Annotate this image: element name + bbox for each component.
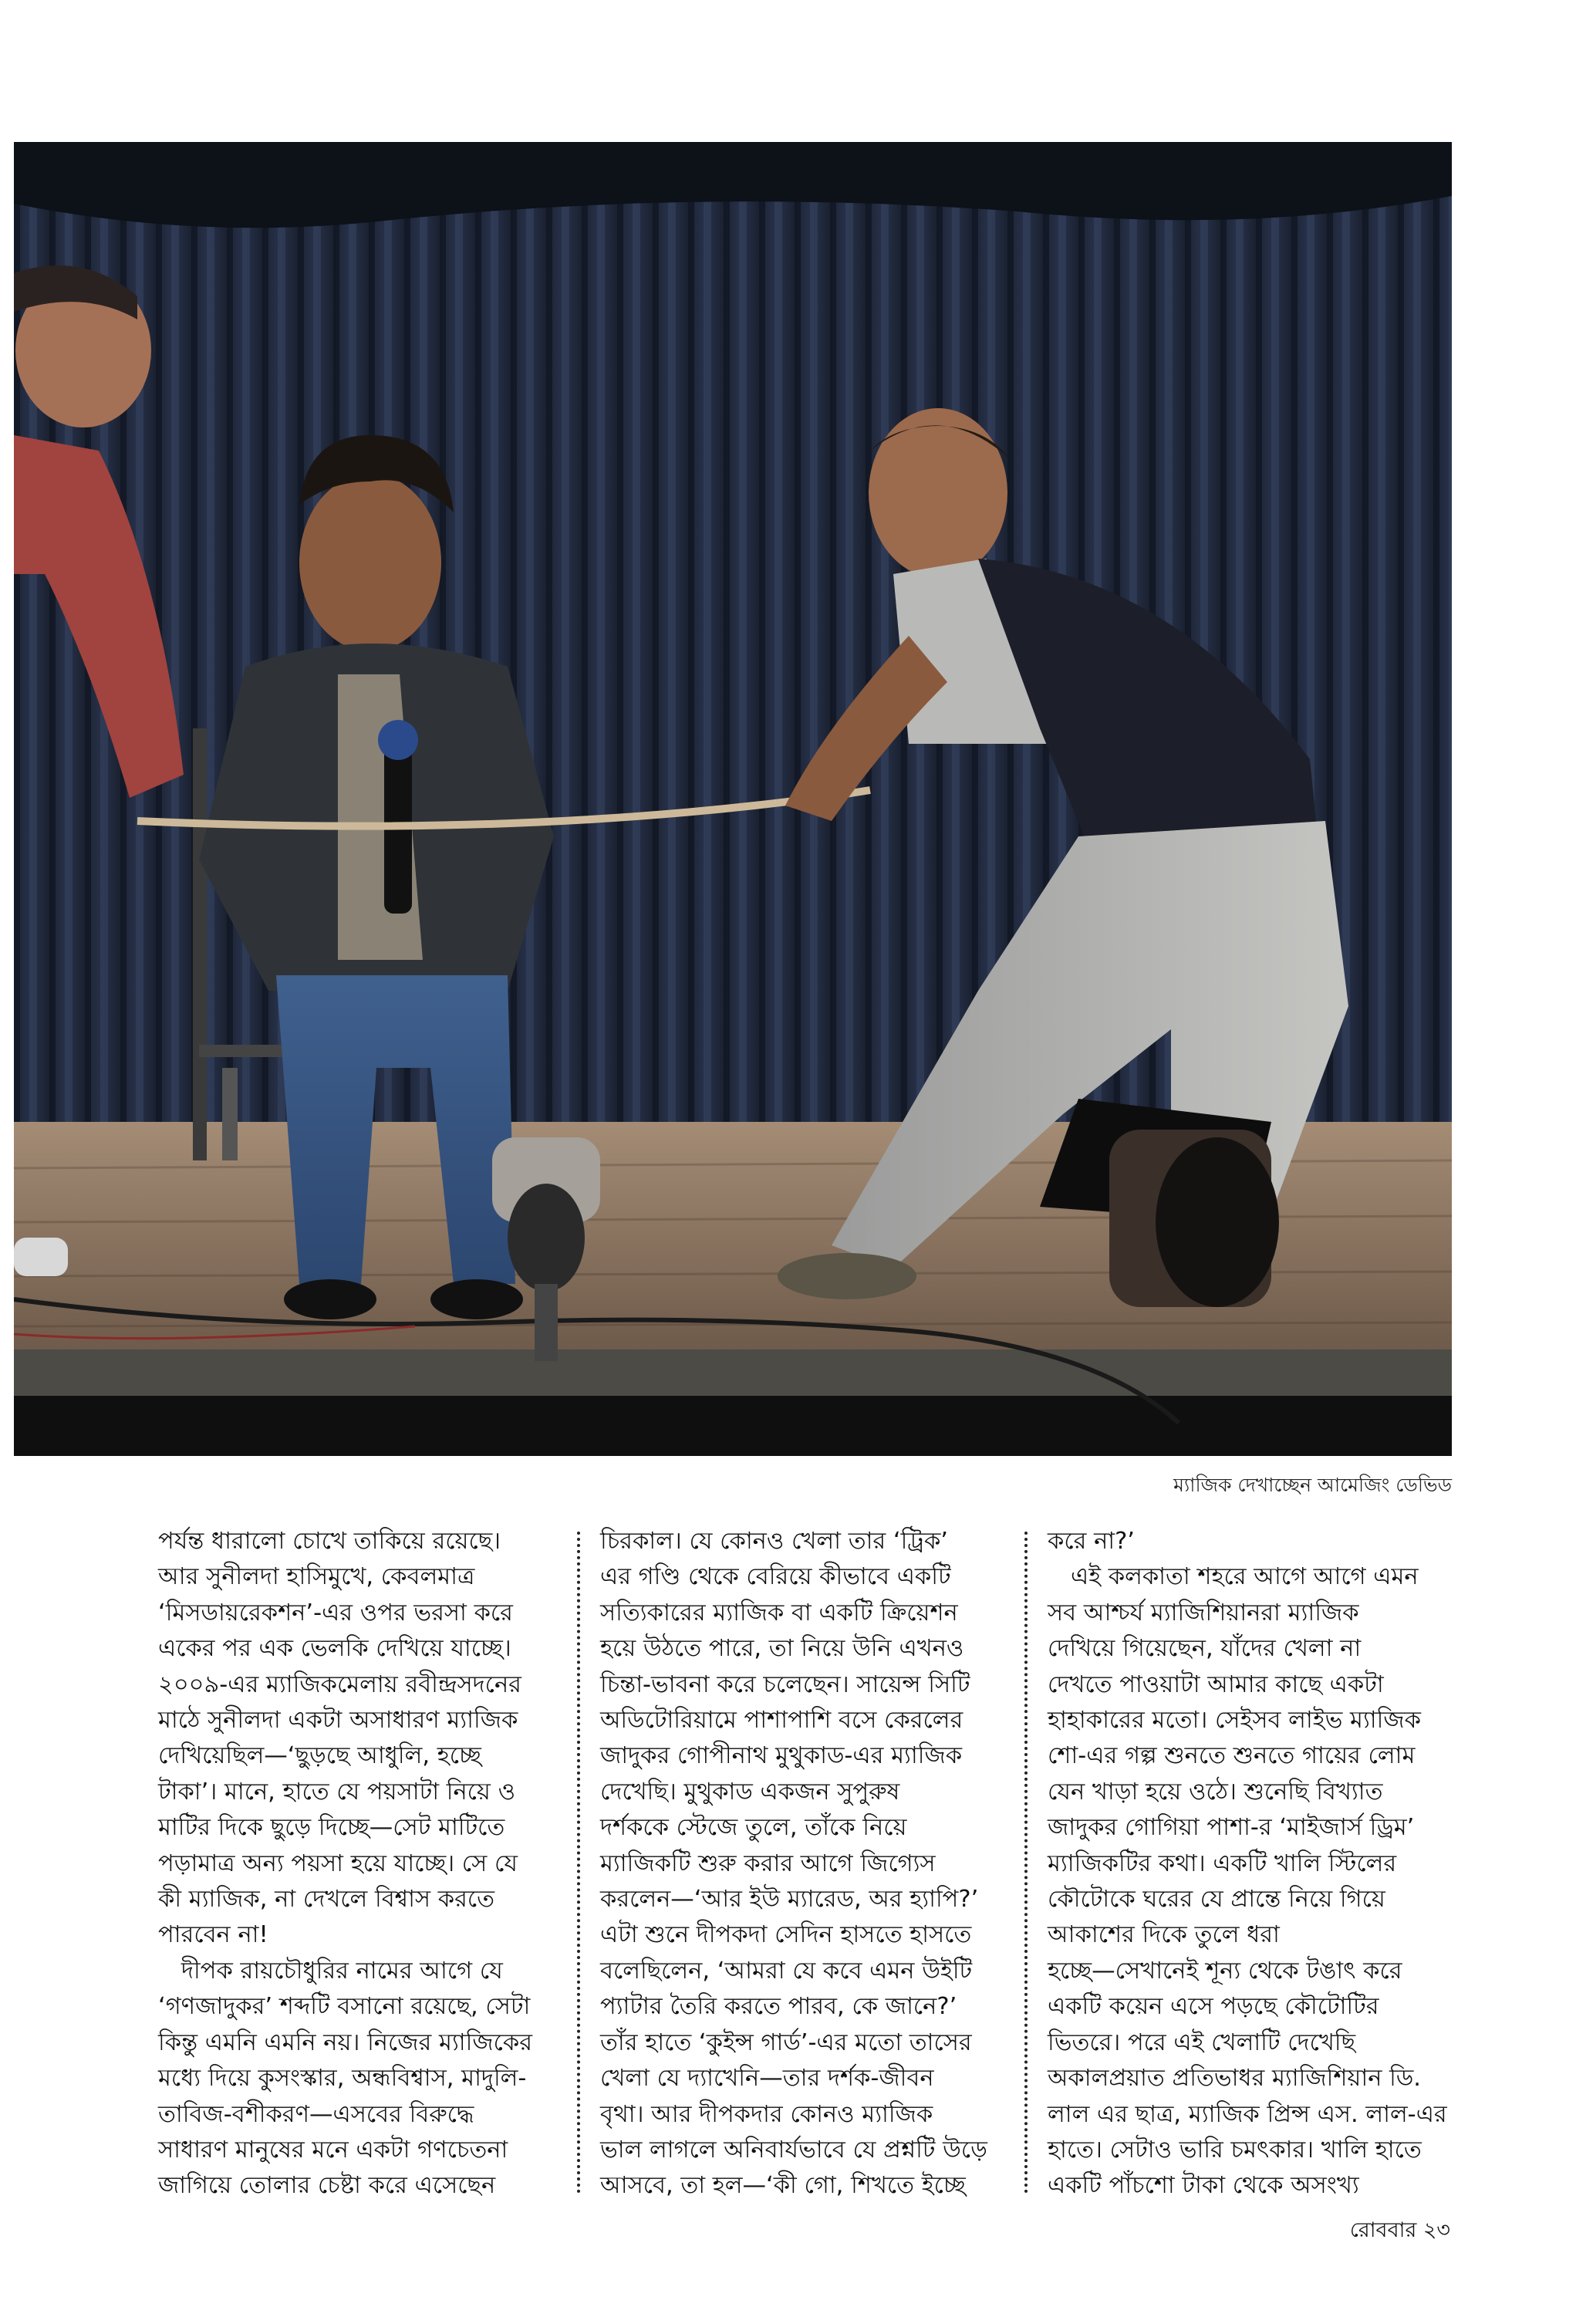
text-line: এর গণ্ডি থেকে বেরিয়ে কীভাবে একটি xyxy=(600,1563,951,1591)
text-line: হচ্ছে—সেখানেই শূন্য থেকে টঙাৎ করে xyxy=(1048,1957,1402,1985)
text-line: তাবিজ-বশীকরণ—এসবের বিরুদ্ধে xyxy=(158,2100,474,2128)
text-line: জাগিয়ে তোলার চেষ্টা করে এসেছেন xyxy=(158,2172,496,2200)
text-line: পারবেন না! xyxy=(158,1921,268,1949)
text-line: মাঠে সুনীলদা একটা অসাধারণ ম্যাজিক xyxy=(158,1707,518,1735)
text-line: বলেছিলেন, ‘আমরা যে কবে এমন উইটি xyxy=(600,1957,973,1985)
text-line: হাহাকারের মতো। সেইসব লাইভ ম্যাজিক xyxy=(1048,1707,1421,1735)
text-line: ২০০৯-এর ম্যাজিকমেলায় রবীন্দ্রসদনের xyxy=(158,1670,521,1698)
text-line: চিরকাল। যে কোনও খেলা তার ‘ট্রিক’ xyxy=(600,1528,948,1555)
text-line: ‘গণজাদুকর’ শব্দটি বসানো রয়েছে, সেটা xyxy=(158,1993,531,2021)
text-line: ভাল লাগলে অনিবার্যভাবে যে প্রশ্নটি উড়ে xyxy=(600,2136,987,2164)
stage-photo xyxy=(14,142,1452,1456)
text-line: কী ম্যাজিক, না দেখলে বিশ্বাস করতে xyxy=(158,1886,495,1914)
text-line: ম্যাজিকটির কথা। একটি খালি স্টিলের xyxy=(1048,1849,1397,1877)
text-line: সাধারণ মানুষের মনে একটা গণচেতনা xyxy=(158,2136,508,2164)
text-line: মধ্যে দিয়ে কুসংস্কার, অন্ধবিশ্বাস, মাদুলি- xyxy=(158,2065,527,2093)
text-line: ‘মিসডায়রেকশন’-এর ওপর ভরসা করে xyxy=(158,1599,513,1626)
text-line: চিন্তা-ভাবনা করে চলেছেন। সায়েন্স সিটি xyxy=(600,1670,970,1698)
text-line: দেখতে পাওয়াটা আমার কাছে একটা xyxy=(1048,1670,1384,1698)
text-line: লাল এর ছাত্র, ম্যাজিক প্রিন্স এস. লাল-এর xyxy=(1048,2100,1447,2128)
text-line: বৃথা। আর দীপকদার কোনও ম্যাজিক xyxy=(600,2100,933,2128)
text-line: কিন্তু এমনি এমনি নয়। নিজের ম্যাজিকের xyxy=(158,2028,533,2056)
text-line: এটা শুনে দীপকদা সেদিন হাসতে হাসতে xyxy=(600,1921,972,1949)
text-line: এই কলকাতা শহরে আগে আগে এমন xyxy=(1071,1563,1419,1591)
text-line: অডিটোরিয়ামে পাশাপাশি বসে কেরলের xyxy=(600,1707,963,1735)
text-line: ম্যাজিকটি শুরু করার আগে জিগ্যেস xyxy=(600,1849,936,1877)
text-line: দেখিয়েছিল—‘ছুড়ছে আধুলি, হচ্ছে xyxy=(158,1742,481,1770)
text-line: সত্যিকারের ম্যাজিক বা একটি ক্রিয়েশন xyxy=(600,1599,958,1626)
article-column-3 xyxy=(1048,1524,1449,2204)
text-line: তাঁর হাতে ‘কুইন্স গার্ড’-এর মতো তাসের xyxy=(600,2028,972,2056)
text-line: আর সুনীলদা হাসিমুখে, কেবলমাত্র xyxy=(158,1563,475,1591)
column-divider xyxy=(577,1532,580,2194)
text-line: শো-এর গল্প শুনতে শুনতে গায়ের লোম xyxy=(1048,1742,1416,1770)
text-line: একটি কয়েন এসে পড়ছে কৌটোটির xyxy=(1048,1993,1379,2021)
text-line: খেলা যে দ্যাখেনি—তার দর্শক-জীবন xyxy=(600,2065,934,2093)
text-line: দীপক রায়চৌধুরির নামের আগে যে xyxy=(181,1957,503,1985)
text-line: সব আশ্চর্য ম্যাজিশিয়ানরা ম্যাজিক xyxy=(1048,1599,1359,1626)
column-divider xyxy=(1024,1532,1028,2194)
text-line: যেন খাড়া হয়ে ওঠে। শুনেছি বিখ্যাত xyxy=(1048,1778,1383,1805)
text-line: অকালপ্রয়াত প্রতিভাধর ম্যাজিশিয়ান ডি. xyxy=(1048,2065,1421,2093)
text-line: টাকা’। মানে, হাতে যে পয়সাটা নিয়ে ও xyxy=(158,1778,516,1805)
text-line: জাদুকর গোগিয়া পাশা-র ‘মাইজার্স ড্রিম’ xyxy=(1048,1814,1415,1842)
text-line: হাতে। সেটাও ভারি চমৎকার। খালি হাতে xyxy=(1048,2136,1422,2164)
article-column-1 xyxy=(158,1524,559,2204)
text-line: করলেন—‘আর ইউ ম্যারেড, অর হ্যাপি?’ xyxy=(600,1886,979,1914)
text-line: জাদুকর গোপীনাথ মুথুকাড-এর ম্যাজিক xyxy=(600,1742,963,1770)
text-line: দেখিয়ে গিয়েছেন, যাঁদের খেলা না xyxy=(1048,1635,1362,1663)
page-folio: রোববার ২৩ xyxy=(1349,2218,1450,2242)
text-line: দর্শককে স্টেজে তুলে, তাঁকে নিয়ে xyxy=(600,1814,907,1842)
text-line: ভিতরে। পরে এই খেলাটি দেখেছি xyxy=(1048,2028,1356,2056)
photo-caption: ম্যাজিক দেখাচ্ছেন আমেজিং ডেভিড xyxy=(1173,1474,1452,1496)
text-line: মাটির দিকে ছুড়ে দিচ্ছে—সেট মাটিতে xyxy=(158,1814,505,1842)
text-line: প্যাটার তৈরি করতে পারব, কে জানে?’ xyxy=(600,1993,957,2021)
text-line: আকাশের দিকে তুলে ধরা xyxy=(1048,1921,1280,1949)
text-line: পড়ামাত্র অন্য পয়সা হয়ে যাচ্ছে। সে যে xyxy=(158,1849,518,1877)
text-line: একের পর এক ভেলকি দেখিয়ে যাচ্ছে। xyxy=(158,1635,511,1663)
article-column-2 xyxy=(600,1524,1001,2204)
text-line: আসবে, তা হল—‘কী গো, শিখতে ইচ্ছে xyxy=(600,2172,966,2200)
text-line: কৌটোকে ঘরের যে প্রান্তে নিয়ে গিয়ে xyxy=(1048,1886,1385,1914)
text-line: হয়ে উঠতে পারে, তা নিয়ে উনি এখনও xyxy=(600,1635,964,1663)
text-line: দেখেছি। মুথুকাড একজন সুপুরুষ xyxy=(600,1778,900,1805)
text-line: করে না?’ xyxy=(1048,1528,1135,1555)
text-line: একটি পাঁচশো টাকা থেকে অসংখ্য xyxy=(1048,2172,1359,2200)
text-line: পর্যন্ত ধারালো চোখে তাকিয়ে রয়েছে। xyxy=(158,1528,501,1555)
